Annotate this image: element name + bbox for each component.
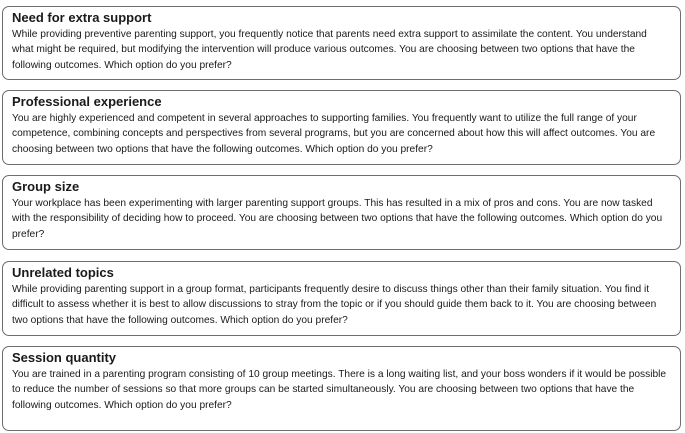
scenario-title: Group size	[12, 179, 80, 194]
scenario-text: You are trained in a parenting program consisting of 10 group meetings. There is a long waiting list, and your boss wonders if it would be possible to reduce the number of sessions so that more groups can be started simultaneously. You are choosing between two options that have the following outcomes. Which option do you prefer?	[12, 369, 667, 411]
scenario-text: Your workplace has been experimenting with larger parenting support groups. This has resulted in a mix of pros and cons. You are now tasked with the responsibility of deciding how to proceed. You are choosing between two options that have the following outcomes. Which option do you prefer?	[12, 198, 663, 240]
scenario-title: Professional experience	[12, 94, 162, 109]
scenario-card-need-for-extra-support	[2, 6, 681, 80]
scenario-card-session-quantity	[2, 346, 681, 431]
scenario-title: Session quantity	[12, 350, 117, 365]
scenario-text: While providing parenting support in a group format, participants frequently desire to discuss things other than their family situation. You find it difficult to assess whether it is best to allow discussions to stray from the topic or if you should guide them back to it. You are choosing between two options that have the following outcomes. Which option do you prefer?	[12, 284, 657, 326]
scenario-text: You are highly experienced and competent in several approaches to supporting families. You frequently want to utilize the full range of your competence, combining concepts and perspectives from several programs, but you are concerned about how this will affect outcomes. You are choosing between two options that have the following outcomes. Which option do you prefer?	[12, 113, 656, 155]
scenario-title: Need for extra support	[12, 10, 152, 25]
scenario-text: While providing preventive parenting support, you frequently notice that parents need extra support to assimilate the content. You understand what might be required, but modifying the intervention will produce various outcomes. You are choosing between two options that have the following outcomes. Which option do you prefer?	[12, 29, 647, 71]
scenario-card-group-size	[2, 175, 681, 250]
scenario-card-unrelated-topics	[2, 261, 681, 336]
scenario-card-professional-experience	[2, 90, 681, 165]
scenario-title: Unrelated topics	[12, 265, 114, 280]
